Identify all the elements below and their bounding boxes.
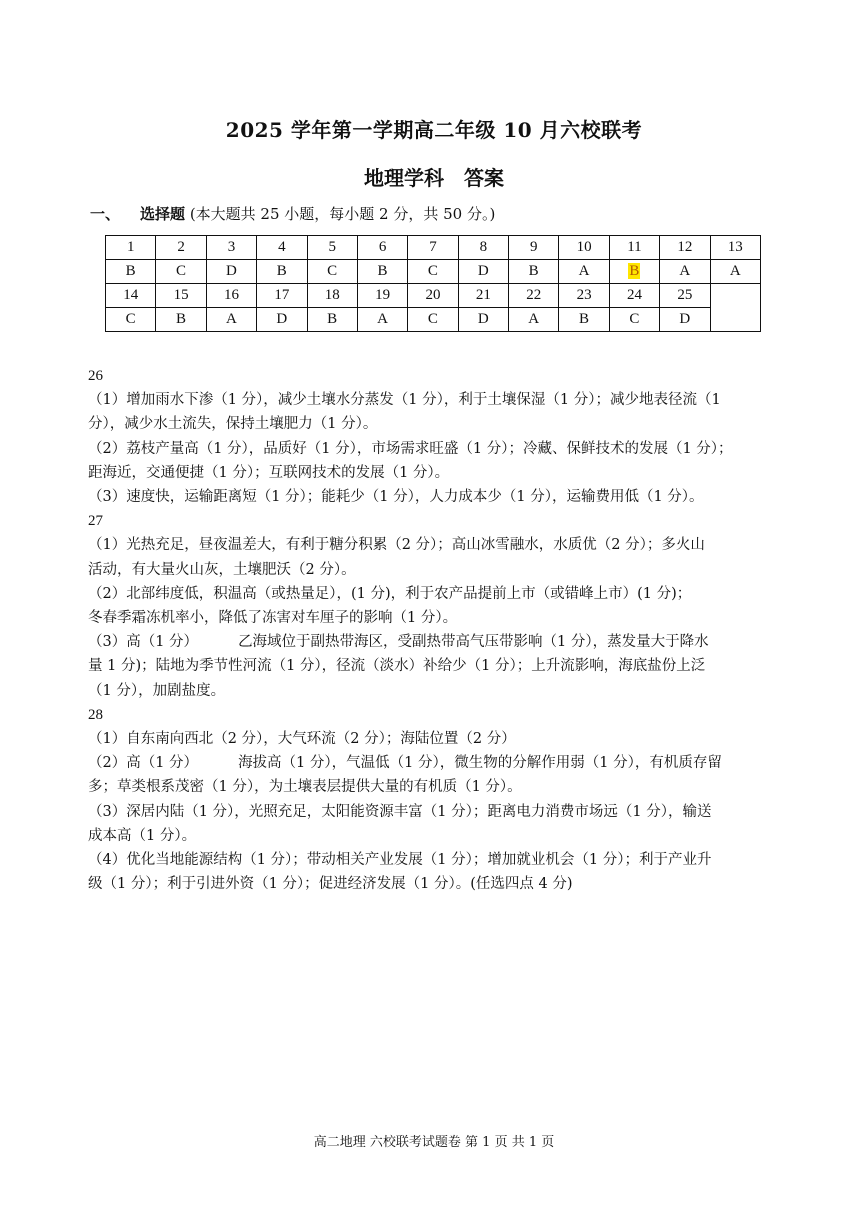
q28-line: 成本高（1 分）。 — [88, 827, 197, 844]
q27-line: 冬春季霜冻机率小，降低了冻害对车厘子的影响（1 分）。 — [88, 610, 458, 627]
answer-cell: C — [156, 260, 206, 284]
q28-part2-head: （2）高（1 分） — [88, 755, 199, 772]
answer-cell-highlighted — [609, 260, 659, 284]
question-number-row — [106, 284, 761, 308]
section-heading — [90, 203, 495, 224]
empty-cell — [710, 284, 761, 332]
section-note: (本大题共 25 小题，每小题 2 分，共 50 分。) — [189, 205, 496, 223]
question-28-number: 28 — [88, 706, 103, 723]
answer-cell: C — [408, 260, 458, 284]
question-number: 25 — [660, 284, 710, 308]
q28-part2-line — [88, 751, 780, 775]
answer-cell: A — [710, 260, 761, 284]
question-number: 19 — [357, 284, 407, 308]
q27-line: 活动，有大量火山灰，土壤肥沃（2 分）。 — [88, 561, 356, 578]
question-number: 22 — [509, 284, 559, 308]
q26-line: 分），减少水土流失，保持土壤肥力（1 分）。 — [88, 416, 378, 433]
q28-line: 多；草类根系茂密（1 分），为土壤表层提供大量的有机质（1 分）。 — [88, 779, 522, 796]
answer-content — [88, 364, 780, 896]
question-number-row — [106, 236, 761, 260]
question-27-number: 27 — [88, 513, 103, 530]
q27-line: （1）光热充足，昼夜温差大，有利于糖分积累（2 分）；高山冰雪融水，水质优（2 分）；多火山 — [88, 537, 705, 554]
answer-cell: B — [559, 308, 609, 332]
question-number: 10 — [559, 236, 609, 260]
q27-part3-line — [88, 630, 780, 654]
answer-cell: D — [458, 260, 508, 284]
question-number: 4 — [257, 236, 307, 260]
answer-cell: C — [307, 260, 357, 284]
question-26-number: 26 — [88, 368, 103, 384]
section-number: 一、 — [90, 205, 121, 223]
question-number: 12 — [660, 236, 710, 260]
question-number: 5 — [307, 236, 357, 260]
q26-line: （3）速度快，运输距离短（1 分）；能耗少（1 分），人力成本少（1 分），运输费用低（1 分）。 — [88, 489, 704, 506]
answer-cell: A — [559, 260, 609, 284]
q27-line: 量 1 分)；陆地为季节性河流（1 分），径流（淡水）补给少（1 分）；上升流影响，海底盐份上泛 — [88, 658, 706, 675]
q28-line: （1）自东南向西北（2 分），大气环流（2 分）；海陆位置（2 分） — [88, 731, 516, 748]
answer-cell: C — [609, 308, 659, 332]
answer-cell: A — [660, 260, 710, 284]
q26-line: 距海近，交通便捷（1 分）；互联网技术的发展（1 分）。 — [88, 464, 450, 481]
answer-cell: A — [509, 308, 559, 332]
question-number: 14 — [106, 284, 156, 308]
q27-part3-head: （3）高（1 分） — [88, 634, 199, 651]
q27-part3-rest: 乙海域位于副热带海区，受副热带高气压带影响（1 分），蒸发量大于降水 — [238, 634, 709, 651]
q28-part2-rest: 海拔高（1 分），气温低（1 分），微生物的分解作用弱（1 分），有机质存留 — [238, 755, 722, 772]
question-number: 20 — [408, 284, 458, 308]
answer-cell: D — [458, 308, 508, 332]
question-number: 18 — [307, 284, 357, 308]
question-number: 17 — [257, 284, 307, 308]
q28-line: （4）优化当地能源结构（1 分）；带动相关产业发展（1 分）；增加就业机会（1 分）；利于产业升 — [88, 852, 712, 869]
question-number: 7 — [408, 236, 458, 260]
exam-title: 2025 学年第一学期高二年级 10 月六校联考 — [225, 118, 643, 142]
answer-cell: A — [357, 308, 407, 332]
subject-answer-title: 地理学科 答案 — [364, 166, 504, 190]
answer-cell: B — [509, 260, 559, 284]
q26-line: （1）增加雨水下渗（1 分），减少土壤水分蒸发（1 分），利于土壤保湿（1 分）；减少地表径流（1 — [88, 392, 721, 409]
answer-cell: C — [408, 308, 458, 332]
question-number: 3 — [206, 236, 256, 260]
question-number: 11 — [609, 236, 659, 260]
q27-line: （2）北部纬度低，积温高（或热量足），(1 分)，利于农产品提前上市（或错峰上市）(1 分)； — [88, 585, 692, 602]
answer-row — [106, 260, 761, 284]
q26-line: （2）荔枝产量高（1 分），品质好（1 分），市场需求旺盛（1 分）；冷藏、保鲜技术的发展（1 分）； — [88, 440, 733, 457]
question-number: 9 — [509, 236, 559, 260]
question-number: 24 — [609, 284, 659, 308]
question-number: 16 — [206, 284, 256, 308]
answer-cell: D — [660, 308, 710, 332]
answer-table — [105, 235, 761, 332]
q28-line: （3）深居内陆（1 分），光照充足，太阳能资源丰富（1 分）；距离电力消费市场远（1 分），输送 — [88, 803, 712, 820]
answer-cell: B — [106, 260, 156, 284]
answer-cell: D — [257, 308, 307, 332]
question-number: 8 — [458, 236, 508, 260]
page-footer: 高二地理 六校联考试题卷 第 1 页 共 1 页 — [313, 1135, 555, 1150]
question-number: 2 — [156, 236, 206, 260]
answer-row — [106, 308, 761, 332]
highlighted-answer: B — [629, 263, 640, 279]
question-number: 6 — [357, 236, 407, 260]
question-number: 23 — [559, 284, 609, 308]
answer-cell: C — [106, 308, 156, 332]
answer-cell: B — [307, 308, 357, 332]
question-number: 13 — [710, 236, 761, 260]
question-number: 21 — [458, 284, 508, 308]
q28-line: 级（1 分）；利于引进外资（1 分）；促进经济发展（1 分）。(任选四点 4 分) — [88, 876, 573, 893]
answer-cell: D — [206, 260, 256, 284]
section-name: 选择题 — [140, 205, 186, 223]
answer-cell: B — [357, 260, 407, 284]
answer-cell: B — [257, 260, 307, 284]
question-number: 1 — [106, 236, 156, 260]
question-number: 15 — [156, 284, 206, 308]
answer-cell: A — [206, 308, 256, 332]
q27-line: （1 分），加剧盐度。 — [88, 682, 226, 699]
answer-cell: B — [156, 308, 206, 332]
